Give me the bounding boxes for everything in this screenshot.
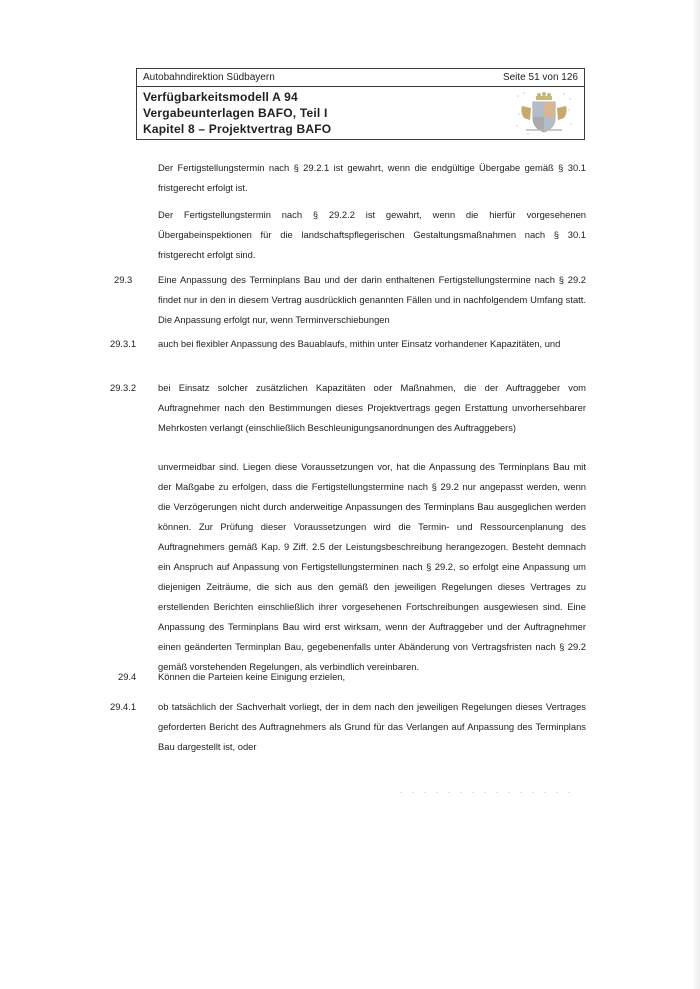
paragraph-fertigstellung-1: Der Fertigstellungstermin nach § 29.2.1 ist gewahrt, wenn die endgültige Übergabe gemäß § 30.1 fristgerecht erfolgt ist.	[158, 162, 586, 193]
paragraph-29-4: Können die Parteien keine Einigung erzielen,	[158, 671, 346, 682]
header-title-line-1: Verfügbarkeitsmodell A 94	[143, 90, 298, 104]
header-title-line-3: Kapitel 8 – Projektvertrag BAFO	[143, 122, 332, 136]
header-top-row	[137, 69, 584, 87]
scan-artifact-dots	[395, 792, 580, 793]
section-number-29-4: 29.4	[118, 671, 137, 682]
paragraph-29-3: Eine Anpassung des Terminplans Bau und der darin enthaltenen Fertigstellungstermine nach § 29.2 findet nur in den in diesem Vertrag ausdrücklich genannten Fällen und in nachfolgendem Umfang statt. Die Anpassung erfolgt nur, wenn Terminverschiebungen	[158, 274, 586, 325]
organization-name: Autobahndirektion Südbayern	[143, 72, 275, 83]
paragraph-29-4-1: ob tatsächlich der Sachverhalt vorliegt, der in dem nach den jeweiligen Regelungen dieses Vertrages geforderten Bericht des Auftragnehmers als Grund für das Verlangen auf Anpassung des Terminplans Bau dargestellt ist, oder	[158, 701, 586, 752]
paragraph-29-3-1: auch bei flexibler Anpassung des Bauablaufs, mithin unter Einsatz vorhandener Kapazitäten, und	[158, 338, 561, 349]
paragraph-29-3-2: bei Einsatz solcher zusätzlichen Kapazitäten oder Maßnahmen, die der Auftraggeber vom Auftragnehmer nach den Bestimmungen dieses Projektvertrags gegen Erstattung unvorhersehbarer Mehrkosten verlangt (einschließlich Beschleunigungsanordnungen des Auftraggebers)	[158, 382, 586, 433]
bavarian-crest-icon	[514, 90, 574, 136]
section-number-29-3-2: 29.3.2	[110, 382, 137, 393]
section-number-29-3: 29.3	[114, 274, 133, 285]
paragraph-voraussetzungen: unvermeidbar sind. Liegen diese Voraussetzungen vor, hat die Anpassung des Terminplans Bau mit der Maßgabe zu erfolgen, dass die Fertigstellungstermine nach § 29.2 nur angepasst werden, wenn die Verzögerungen nicht durch anderweitige Anpassungen des Terminplans Bau ausgeglichen werden können. Zur Prüfung dieser Voraussetzungen wird die Termin- und Ressourcenplanung des Auftragnehmers gemäß Kap. 9 Ziff. 2.5 der Leistungsbeschreibung herangezogen. Besteht demnach ein Anspruch auf Anpassung von Fertigstellungsterminen nach § 29.2, so erfolgt eine Anpassung um diejenigen Zeiträume, die sich aus den gemäß den jeweiligen Regelungen dieses Vertrages zu erstellenden Berichten einschließlich ihrer vorgesehenen Fortschreibungen ausgewiesen sind. Eine Anpassung des Terminplans Bau wird erst wirksam, wenn der Auftraggeber und der Auftragnehmer einen geänderten Terminplan Bau, gegebenenfalls unter Abänderung von Vertragsfristen nach § 29.2 gemäß vorstehenden Regelungen, als verbindlich vereinbaren.	[158, 461, 586, 672]
document-header	[136, 68, 585, 140]
page-number: Seite 51 von 126	[502, 72, 578, 83]
paragraph-fertigstellung-2: Der Fertigstellungstermin nach § 29.2.2 ist gewahrt, wenn die hierfür vorgesehenen Übergabeinspektionen für die landschaftspflegerischen Gestaltungsmaßnahmen nach § 30.1 fristgerecht erfolgt sind.	[158, 209, 586, 260]
section-number-29-4-1: 29.4.1	[110, 701, 137, 712]
section-number-29-3-1: 29.3.1	[110, 338, 137, 349]
header-title-line-2: Vergabeunterlagen BAFO, Teil I	[143, 106, 328, 120]
page-edge-shadow	[692, 0, 700, 989]
